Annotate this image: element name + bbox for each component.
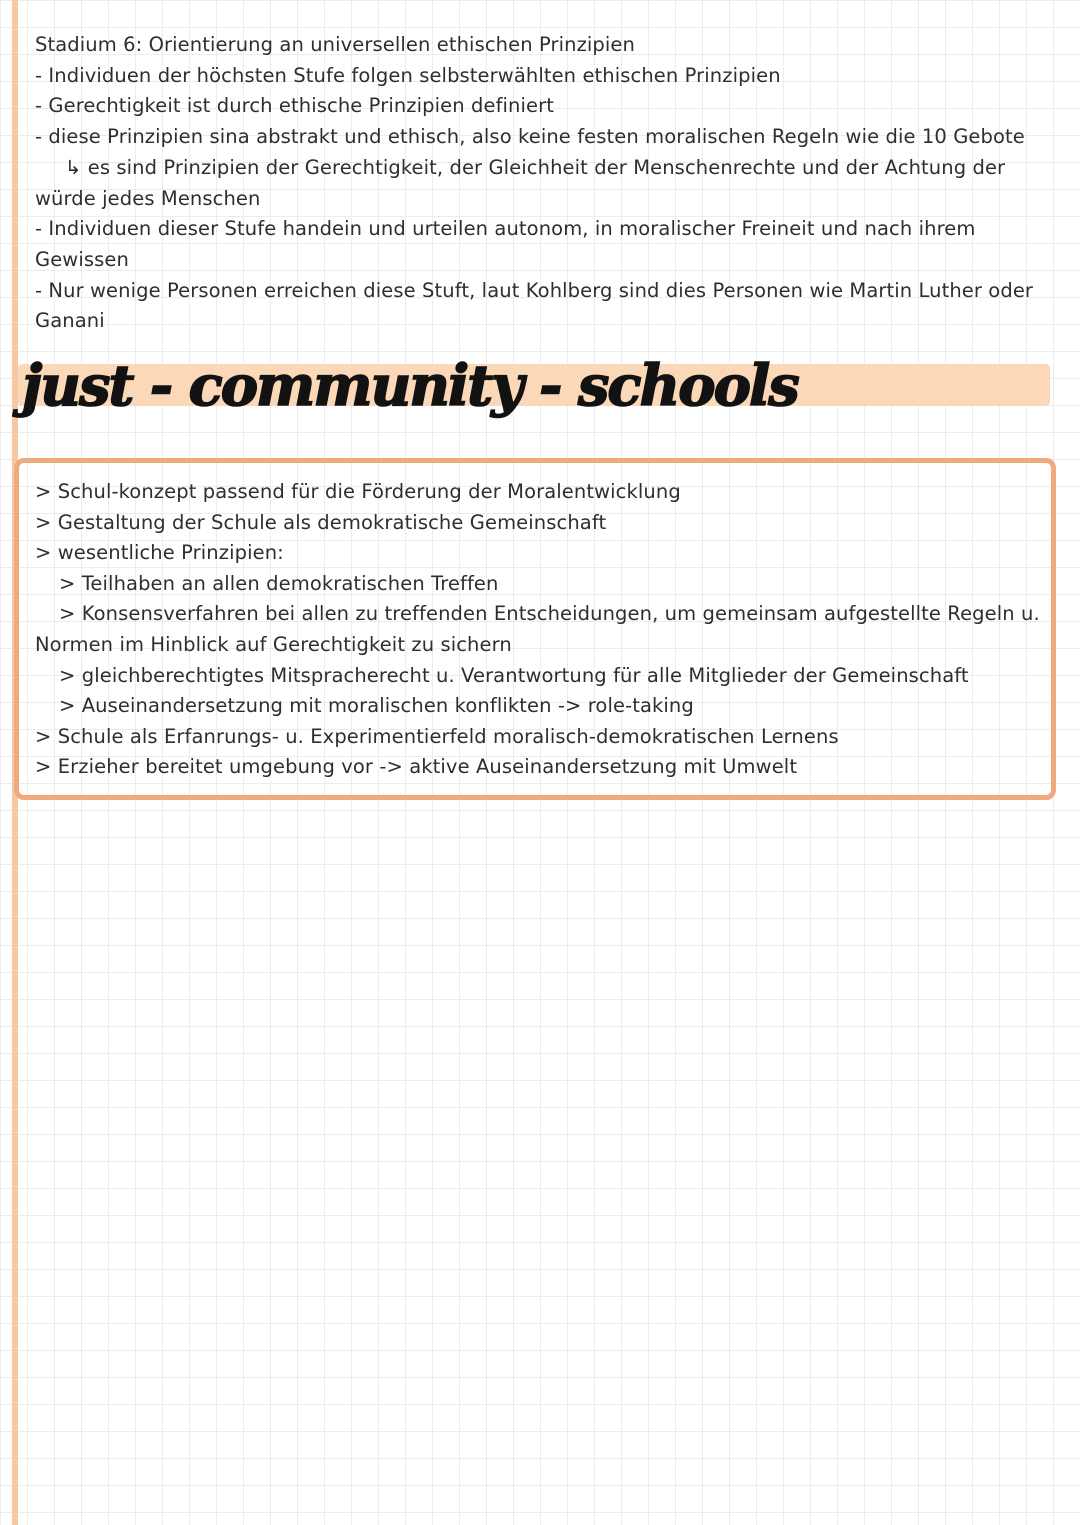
note-line-text: - Gerechtigkeit ist durch ethische Prinzipien definiert — [35, 94, 554, 118]
box-line — [35, 569, 1035, 600]
note-line-text: - Individuen der höchsten Stufe folgen selbsterwählten ethischen Prinzipien — [35, 63, 781, 87]
note-line-text: ↳ es sind Prinzipien der Gerechtigkeit, der Gleichheit der Menschenrechte und der Achtung der — [65, 155, 1006, 179]
note-line-text: Gewissen — [35, 247, 129, 271]
note-line — [35, 276, 1062, 307]
note-line — [35, 153, 1062, 184]
note-line-text: - diese Prinzipien sina abstrakt und ethisch, also keine festen moralischen Regeln wie die 10 Gebote — [35, 125, 1025, 149]
note-line-text: - Individuen dieser Stufe handein und urteilen autonom, in moralischer Freineit und nach ihrem — [35, 217, 976, 241]
box-line-text: > Schule als Erfanrungs- u. Experimentierfeld moralisch-demokratischen Lernens — [35, 724, 839, 748]
stadium6-lines — [35, 61, 1062, 337]
note-line — [35, 245, 1062, 276]
box-line-text: > Gestaltung der Schule als demokratische Gemeinschaft — [35, 510, 607, 534]
box-line-text: > wesentliche Prinzipien: — [35, 541, 284, 565]
note-line — [35, 91, 1062, 122]
box-line — [35, 691, 1035, 722]
note-line-text: - Nur wenige Personen erreichen diese Stuft, laut Kohlberg sind dies Personen wie Martin Luther oder — [35, 278, 1034, 302]
box-line-text: > Teilhaben an allen demokratischen Treffen — [59, 571, 499, 595]
box-line — [35, 630, 1035, 661]
note-line-text: Ganani — [35, 309, 105, 333]
box-line-text: Normen im Hinblick auf Gerechtigkeit zu sichern — [35, 632, 512, 656]
box-line — [35, 722, 1035, 753]
box-line — [35, 477, 1035, 508]
content-box — [14, 458, 1056, 800]
box-line-text: > Konsensverfahren bei allen zu treffenden Entscheidungen, um gemeinsam aufgestellte Regeln u. — [59, 602, 1040, 626]
title-block — [0, 346, 1080, 432]
section-heading: Stadium 6: Orientierung an universellen ethischen Prinzipien — [35, 33, 635, 56]
box-line-text: > Erzieher bereitet umgebung vor -> aktive Auseinandersetzung mit Umwelt — [35, 755, 798, 779]
box-line — [35, 752, 1035, 783]
note-line — [35, 122, 1062, 153]
note-line — [35, 214, 1062, 245]
note-line-text: würde jedes Menschen — [35, 186, 261, 210]
page-title: just - community - schools — [22, 353, 798, 419]
note-line — [35, 306, 1062, 337]
box-line — [35, 508, 1035, 539]
box-line — [35, 661, 1035, 692]
content-box-lines — [19, 463, 1051, 797]
note-line — [35, 184, 1062, 215]
box-line-text: > Schul-konzept passend für die Förderung der Moralentwicklung — [35, 480, 681, 503]
box-line-text: > gleichberechtigtes Mitspracherecht u. Verantwortung für alle Mitglieder der Gemeinschaft — [59, 663, 969, 687]
stadium6-section — [35, 30, 1062, 337]
note-line — [35, 61, 1062, 92]
box-line — [35, 599, 1040, 630]
box-line-text: > Auseinandersetzung mit moralischen konflikten -> role-taking — [59, 694, 694, 718]
box-line — [35, 538, 1035, 569]
